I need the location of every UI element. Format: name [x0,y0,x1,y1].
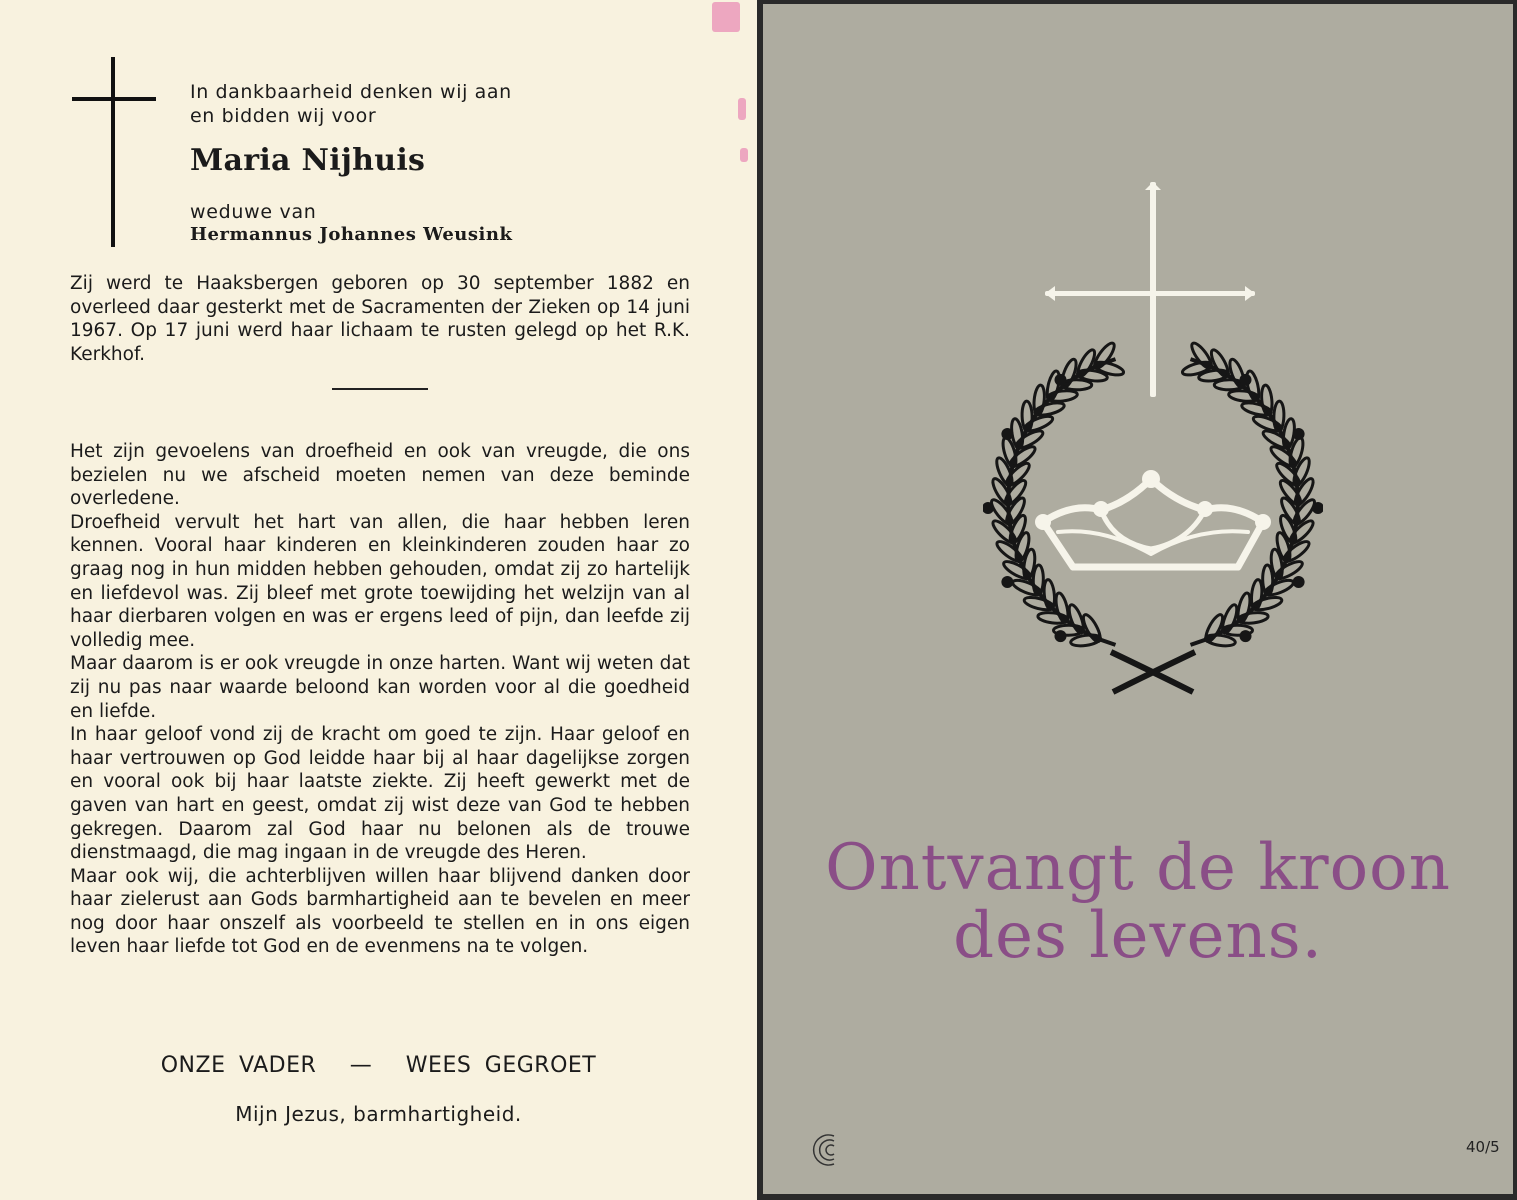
pink-stain [738,98,746,120]
biography: Zij werd te Haaksbergen geboren op 30 september 1882 en overleed daar gesterkt met de Sacramenten der Zieken op 14 juni 1967. Op 17 juni werd haar lichaam te rusten gelegd op het R.K. Kerkhof. [70,273,690,365]
prayers-line [0,1053,757,1078]
motto-line-1: Ontvangt de kroon [825,831,1451,905]
tribute-paragraph: In haar geloof vond zij de kracht om goed te zijn. Haar geloof en haar vertrouwen op God leidde haar bij al haar dagelijkse zorgen en vooral ook bij haar laatste ziekte. Zij heeft gewerkt met de gaven van hart en geest, omdat zij wist deze van God te hebben gekregen. Daarom zal God haar nu belonen als de trouwe dienstmaagd, die mag ingaan in de vreugde des Heren. [70,724,690,864]
prayer-hail-mary: WEES GEGROET [405,1053,597,1078]
catalog-number: 40/5 [1466,1138,1500,1156]
deceased-name: Maria Nijhuis [190,143,426,178]
motto-line-2: des levens. [953,899,1323,973]
card-front [763,4,1513,1194]
tribute-paragraph: Droefheid vervult het hart van allen, die haar hebben leren kennen. Vooral haar kinderen en kleinkinderen zouden haar zo graag nog in hun midden hebben gehouden, omdat zij zo hartelijk en liefdevol was. Zij bleef met grote toewijding het welzijn van al haar dierbaren volgen en was er ergens leed of pijn, dan leefde zij volledig mee. [70,511,690,651]
prayer-our-father: ONZE VADER [160,1053,317,1078]
intro-line: In dankbaarheid denken wij aan [190,81,512,103]
intro-text [190,80,512,128]
prayer-separator: — [349,1053,373,1078]
card-back [0,0,757,1200]
tribute-text [70,440,690,959]
crown-icon [1035,470,1271,567]
divider [332,388,428,390]
closing-invocation: Mijn Jezus, barmhartigheid. [235,1102,522,1126]
tribute-paragraph: Maar daarom is er ook vreugde in onze harten. Want wij weten dat zij nu pas naar waarde beloond kan worden voor al die goedheid en liefde. [70,653,690,722]
husband-name: Hermannus Johannes Weusink [190,224,513,245]
pink-stain [740,148,748,162]
widow-of-label: weduwe van [190,201,317,223]
tribute-paragraph: Maar ook wij, die achterblijven willen haar blijvend danken door haar zielerust aan Gods barmhartigheid aan te bevelen en meer nog door haar onszelf als voorbeeld te stellen en in ons eigen leven haar liefde tot God en de evenmens na te volgen. [70,865,690,958]
tribute-paragraph: Het zijn gevoelens van droefheid en ook van vreugde, die ons bezielen nu we afscheid moeten nemen van deze beminde overledene. [70,441,690,510]
pink-stain [712,2,740,32]
publisher-logo-icon [812,1130,842,1170]
emblem [983,182,1323,702]
intro-line: en bidden wij voor [190,105,377,127]
